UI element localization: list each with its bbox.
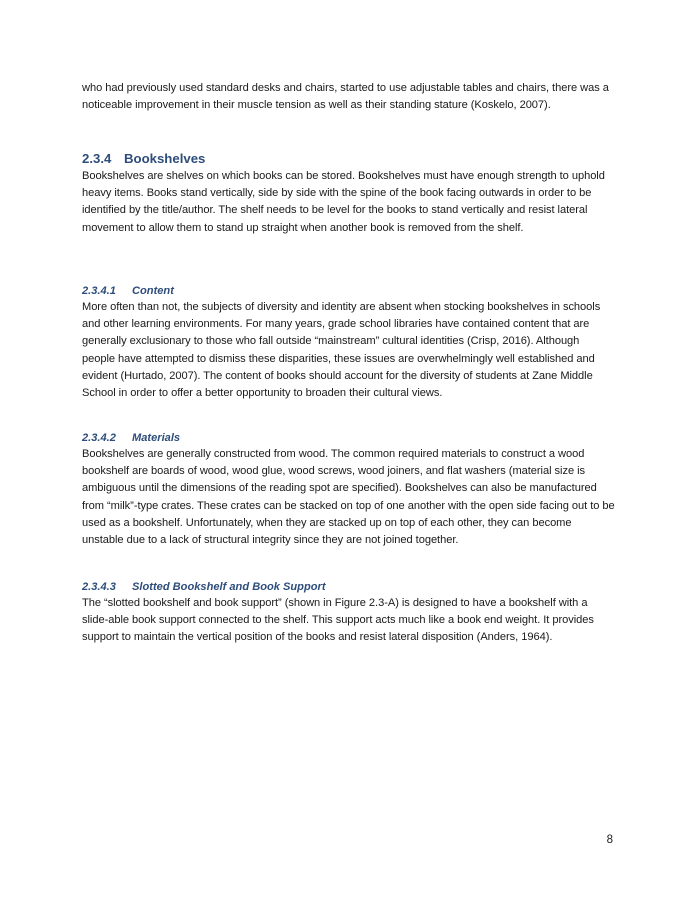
subsection-materials xyxy=(82,430,615,549)
page-content xyxy=(82,0,615,899)
section-bookshelves xyxy=(82,150,615,237)
subsection-paragraph: More often than not, the subjects of diversity and identity are absent when stocking bookshelves in schools and other learning environments. For many years, grade school libraries have contained content that are generally exclusionary to those who fall outside “mainstream” cultural identities (Crisp, 2016). Although people have attempted to dismiss these disparities, these issues are overwhelmingly well established and evident (Hurtado, 2007). The content of books should account for the diversity of students at Zane Middle School in order to offer a better opportunity to broaden their cultural views. xyxy=(82,301,601,400)
section-heading xyxy=(82,150,615,168)
subsection-heading xyxy=(82,430,615,446)
section-number: 2.3.4 xyxy=(82,151,112,166)
subsection-title: Content xyxy=(132,285,174,297)
subsection-heading xyxy=(82,579,615,595)
subsection-title: Slotted Bookshelf and Book Support xyxy=(132,581,326,593)
section-paragraph: Bookshelves are shelves on which books can be stored. Bookshelves must have enough strength to uphold heavy items. Books stand vertically, side by side with the spine of the book facing outwards in order to be identified by the title/author. The shelf needs to be level for the books to stand vertically and resist lateral movement to allow them to stand up straight when another book is removed from the shelf. xyxy=(82,170,605,234)
subsection-slotted-bookshelf xyxy=(82,579,615,647)
subsection-title: Materials xyxy=(132,432,181,444)
subsection-content xyxy=(82,283,615,402)
subsection-heading xyxy=(82,283,615,299)
intro-paragraph: who had previously used standard desks and chairs, started to use adjustable tables and chairs, there was a noticeable improvement in their muscle tension as well as their standing stature (Koskelo, 2007). xyxy=(82,82,609,112)
subsection-number: 2.3.4.2 xyxy=(82,432,116,444)
intro-block xyxy=(82,80,615,114)
page-number: 8 xyxy=(606,834,613,846)
section-title: Bookshelves xyxy=(124,151,206,166)
subsection-number: 2.3.4.3 xyxy=(82,581,116,593)
subsection-paragraph: Bookshelves are generally constructed from wood. The common required materials to construct a wood bookshelf are boards of wood, wood glue, wood screws, wood joiners, and flat washers (material size is ambiguous until the dimensions of the reading spot are specified). Bookshelves can also be manufactured from “milk”-type crates. These crates can be stacked on top of one another with the open side facing out to be used as a bookshelf. Unfortunately, when they are stacked up on top of each other, they can become unstable due to a lack of structural integrity since they are not joined together. xyxy=(82,448,615,547)
subsection-number: 2.3.4.1 xyxy=(82,285,116,297)
subsection-paragraph: The “slotted bookshelf and book support” (shown in Figure 2.3-A) is designed to have a bookshelf with a slide-able book support connected to the shelf. This support acts much like a book end weight. It provides support to maintain the vertical position of the books and resist lateral disposition (Anders, 1964). xyxy=(82,597,594,644)
